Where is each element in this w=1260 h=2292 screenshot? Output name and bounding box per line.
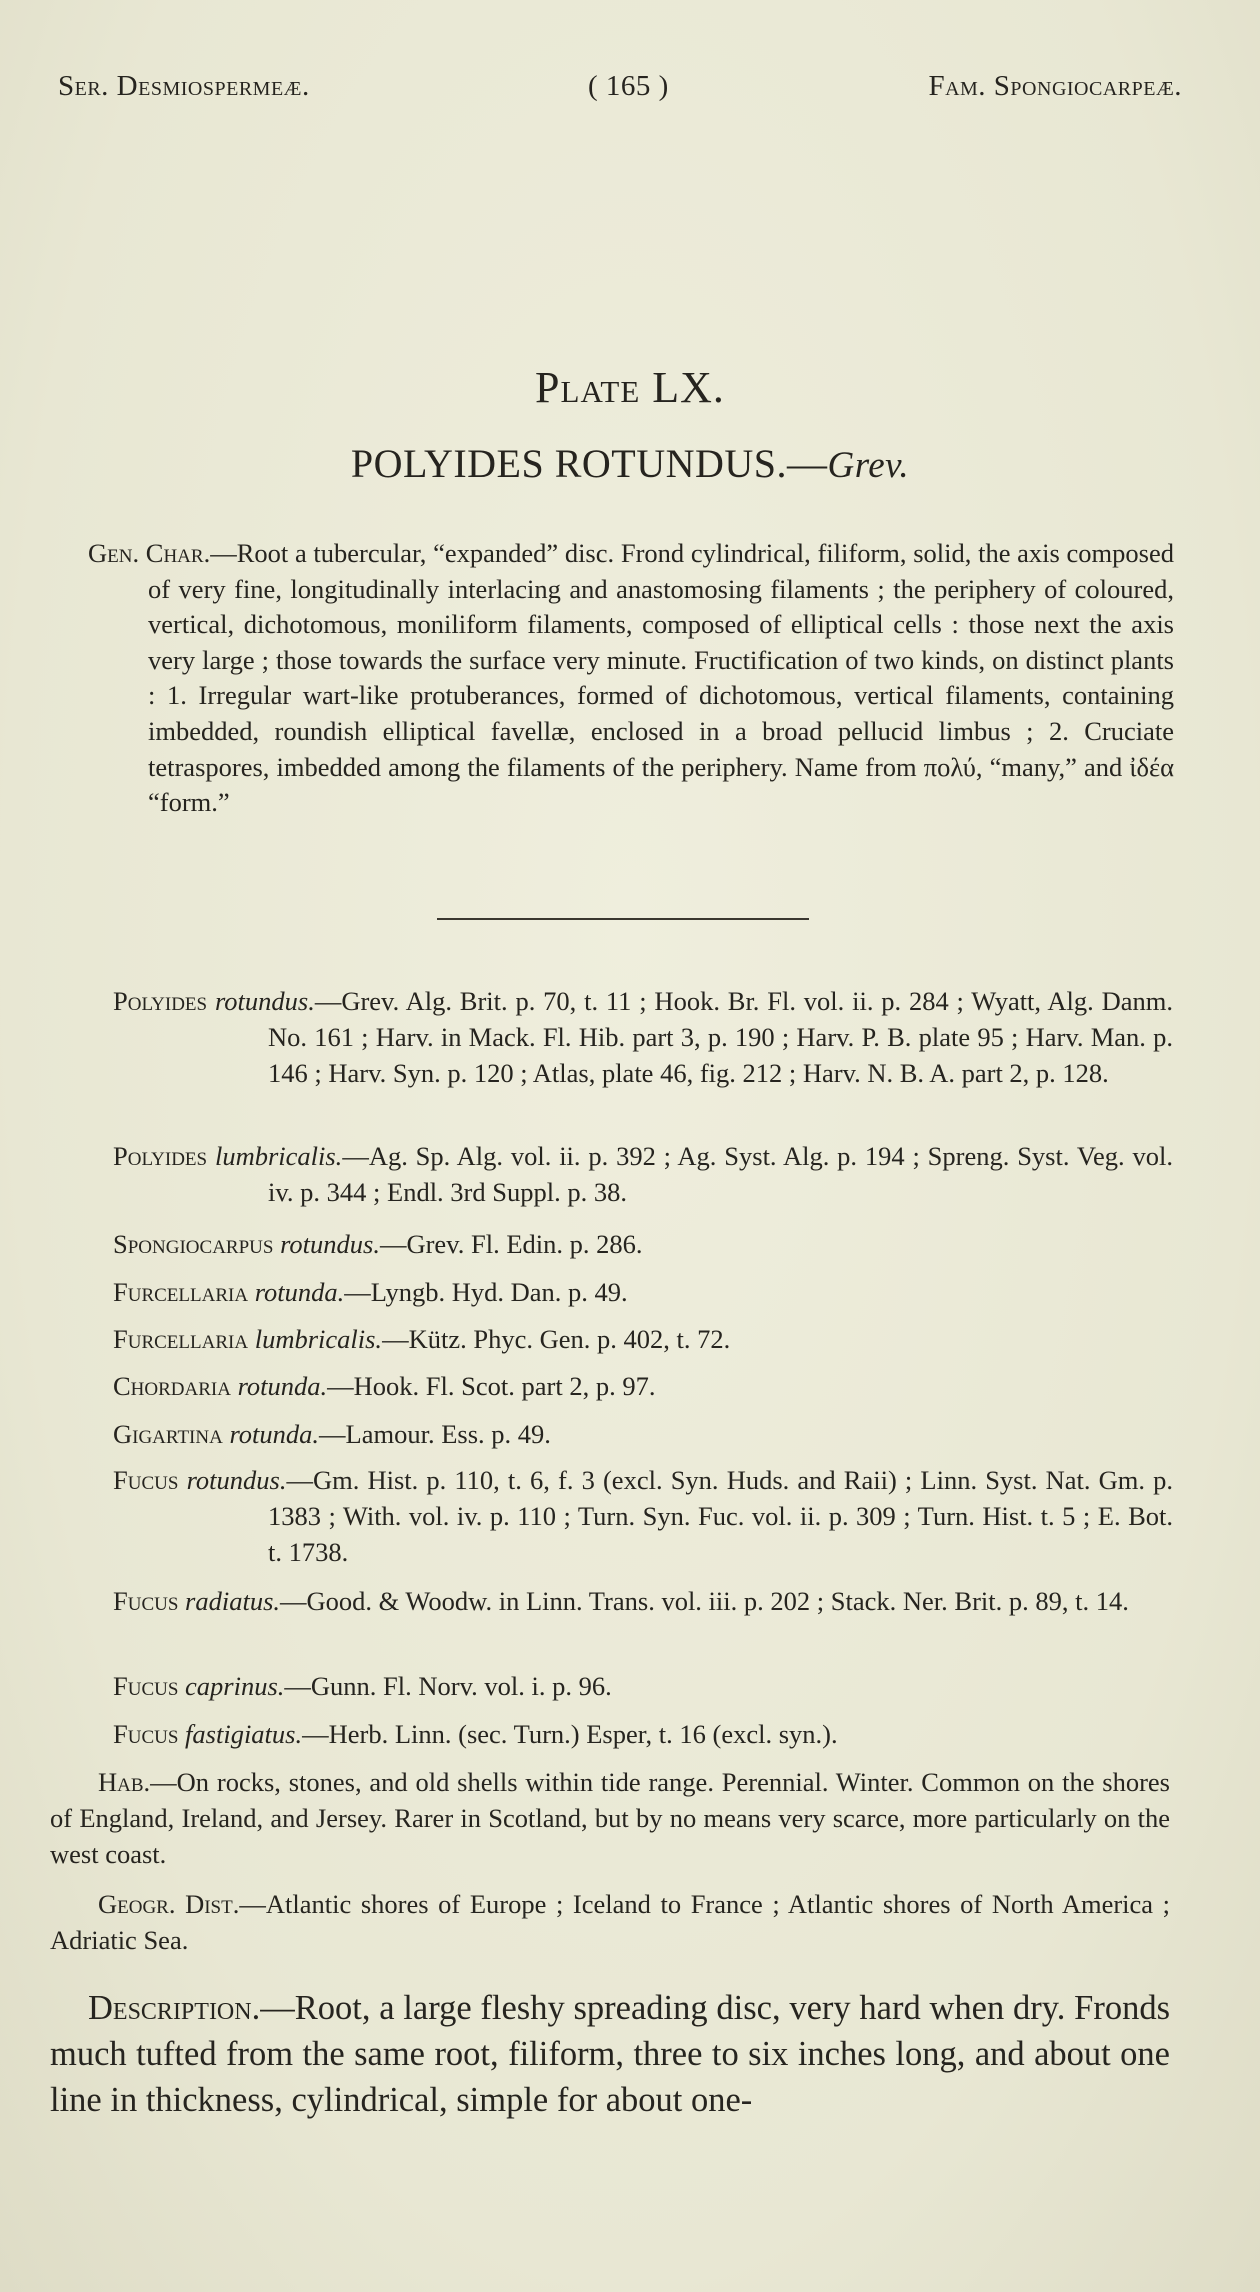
series-heading: Ser. Desmiospermeæ. xyxy=(58,70,310,102)
description-label: Description. xyxy=(88,1989,261,2027)
synonym-reference: —Ag. Sp. Alg. vol. ii. p. 392 ; Ag. Syst. Alg. p. 194 ; Spreng. Syst. Veg. vol. iv. p. 344 ; Endl. 3rd Suppl. p. 38. xyxy=(268,1141,1174,1207)
synonym-entry xyxy=(113,1321,1173,1357)
synonym-species: rotundus. xyxy=(186,1465,287,1495)
synonym-genus: Chordaria xyxy=(113,1371,231,1401)
synonym-genus: Gigartina xyxy=(113,1419,223,1449)
synonym-reference: —Gunn. Fl. Norv. vol. i. p. 96. xyxy=(284,1671,612,1701)
description-paragraph xyxy=(50,1985,1170,2123)
synonym-species: rotundus. xyxy=(280,1229,380,1259)
geogr-label: Geogr. Dist. xyxy=(98,1889,240,1919)
synonym-reference: —Hook. Fl. Scot. part 2, p. 97. xyxy=(327,1371,656,1401)
synonym-genus: Furcellaria xyxy=(113,1324,249,1354)
geogr-text: —Atlantic shores of Europe ; Iceland to France ; Atlantic shores of North America ; Adriatic Sea. xyxy=(50,1889,1171,1955)
synonym-species: lumbricalis. xyxy=(254,1324,383,1354)
synonym-genus: Polyides xyxy=(113,1141,208,1171)
synonym-entry xyxy=(113,1716,1173,1752)
synonym-reference: —Gm. Hist. p. 110, t. 6, f. 3 (excl. Syn. Huds. and Raii) ; Linn. Syst. Nat. Gm. p. 1383 ; With. vol. iv. p. 110 ; Turn. Syn. Fuc. vol. ii. p. 309 ; Turn. Hist. t. 5 ; E. Bot. t. 1738. xyxy=(268,1465,1174,1567)
synonym-entry xyxy=(113,983,1173,1091)
synonym-species: fastigiatus. xyxy=(185,1719,303,1749)
synonym-genus: Polyides xyxy=(113,986,208,1016)
section-divider xyxy=(437,918,809,920)
synonym-genus: Fucus xyxy=(113,1671,179,1701)
synonym-reference: —Lamour. Ess. p. 49. xyxy=(319,1419,551,1449)
synonym-species: lumbricalis. xyxy=(214,1141,343,1171)
synonym-genus: Furcellaria xyxy=(113,1277,249,1307)
synonym-species: caprinus. xyxy=(185,1671,285,1701)
synonym-genus: Spongiocarpus xyxy=(113,1229,274,1259)
species-title xyxy=(0,440,1260,487)
habitat-text: —On rocks, stones, and old shells within tide range. Perennial. Winter. Common on the shores of England, Ireland, and Jersey. Rarer in Scotland, but by no means very scarce, more particularly on the west coast. xyxy=(50,1767,1170,1869)
synonym-species: rotunda. xyxy=(229,1419,320,1449)
synonym-reference: —Herb. Linn. (sec. Turn.) Esper, t. 16 (excl. syn.). xyxy=(302,1719,838,1749)
habitat-label: Hab. xyxy=(98,1767,151,1797)
species-name: POLYIDES ROTUNDUS.— xyxy=(350,441,828,486)
synonym-species: rotunda. xyxy=(254,1277,345,1307)
synonym-entry xyxy=(113,1668,1173,1704)
synonym-entry xyxy=(113,1368,1173,1404)
generic-characters xyxy=(60,536,1174,821)
synonym-entry xyxy=(113,1226,1173,1262)
geographic-distribution xyxy=(50,1886,1170,1958)
plate-title: Plate LX. xyxy=(535,363,725,412)
habitat-paragraph xyxy=(50,1764,1170,1872)
description-text: —Root, a large fleshy spreading disc, very hard when dry. Fronds much tufted from the same root, filiform, three to six inches long, and about one line in thickness, cylindrical, simple for about one- xyxy=(50,1989,1170,2119)
synonym-reference: —Lyngb. Hyd. Dan. p. 49. xyxy=(344,1277,628,1307)
synonym-reference: —Grev. Alg. Brit. p. 70, t. 11 ; Hook. Br. Fl. vol. ii. p. 284 ; Wyatt, Alg. Danm. No. 161 ; Harv. in Mack. Fl. Hib. part 3, p. 190 ; Harv. P. B. plate 95 ; Harv. Man. p. 146 ; Harv. Syn. p. 120 ; Atlas, plate 46, fig. 212 ; Harv. N. B. A. part 2, p. 128. xyxy=(268,986,1173,1088)
synonym-genus: Fucus xyxy=(113,1586,179,1616)
synonym-reference: —Kütz. Phyc. Gen. p. 402, t. 72. xyxy=(382,1324,731,1354)
synonym-entry xyxy=(113,1138,1173,1210)
synonym-species: radiatus. xyxy=(185,1586,281,1616)
species-author: Grev. xyxy=(827,445,910,486)
gen-char-text: —Root a tubercular, “expanded” disc. Frond cylindrical, filiform, solid, the axis composed of very fine, longitudinally interlacing and anastomosing filaments ; the periphery of coloured, vertical, dichotomous, moniliform filaments, composed of elliptical cells : those next the axis very large ; those towards the surface very minute. Fructification of two kinds, on distinct plants : 1. Irregular wart-like protuberances, formed of dichotomous, vertical filaments, containing imbedded, roundish elliptical favellæ, enclosed in a broad pellucid limbus ; 2. Cruciate tetraspores, imbedded among the filaments of the periphery. Name from πολύ, “many,” and ἰδέα “form.” xyxy=(148,538,1174,818)
running-header xyxy=(58,70,1182,110)
synonym-entry xyxy=(113,1462,1173,1570)
synonym-entry xyxy=(113,1416,1173,1452)
synonym-entry xyxy=(113,1583,1173,1619)
gen-char-label: Gen. Char. xyxy=(88,538,211,568)
synonym-genus: Fucus xyxy=(113,1719,179,1749)
family-heading: Fam. Spongiocarpeæ. xyxy=(928,70,1182,102)
synonym-genus: Fucus xyxy=(113,1465,179,1495)
synonym-species: rotundus. xyxy=(214,986,315,1016)
synonym-species: rotunda. xyxy=(237,1371,328,1401)
synonym-reference: —Good. & Woodw. in Linn. Trans. vol. iii. p. 202 ; Stack. Ner. Brit. p. 89, t. 14. xyxy=(280,1586,1129,1616)
page-number: ( 165 ) xyxy=(588,70,669,102)
synonym-entry xyxy=(113,1274,1173,1310)
synonym-reference: —Grev. Fl. Edin. p. 286. xyxy=(379,1229,643,1259)
